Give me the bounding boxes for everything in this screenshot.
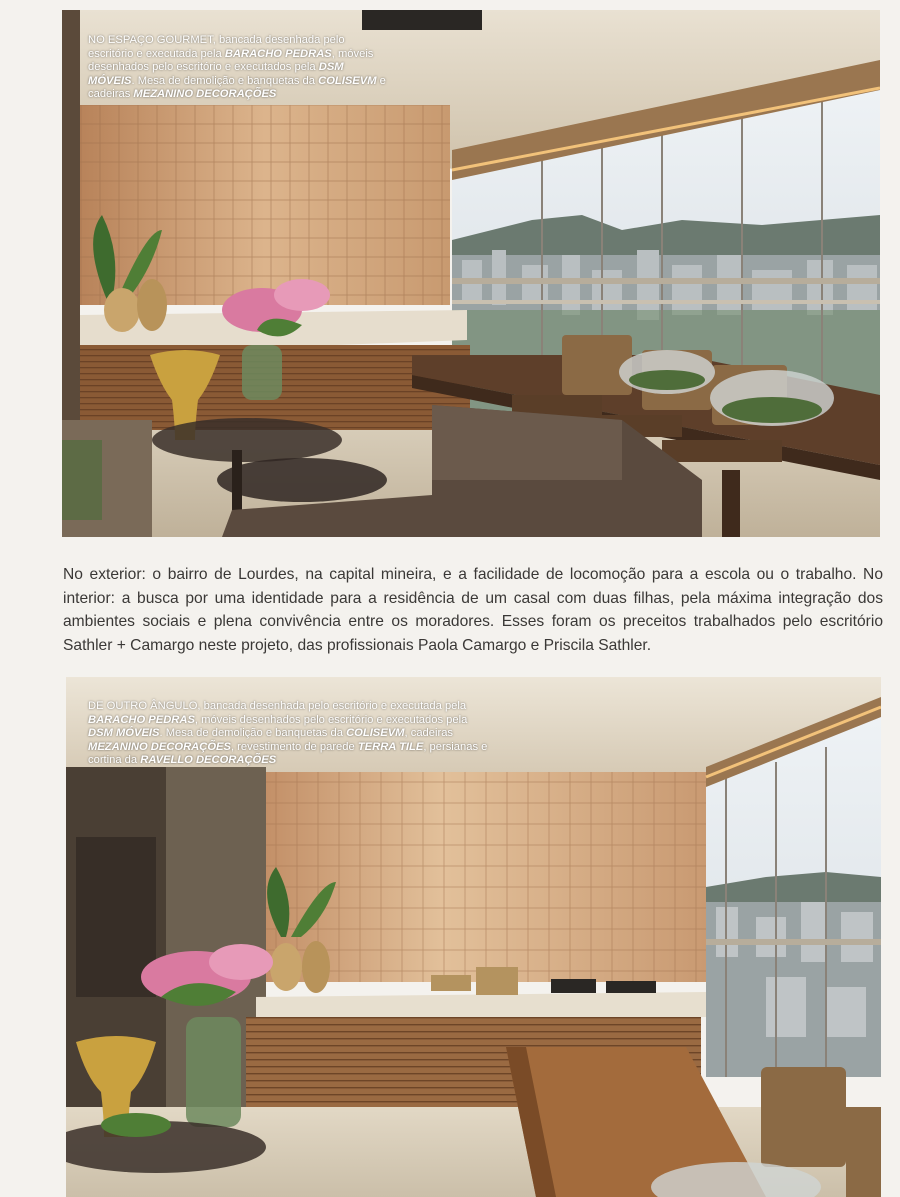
photo-caption-top xyxy=(88,34,388,102)
caption-text: , persianas e cortina da xyxy=(88,740,488,767)
caption-text: . Mesa de demolição e banquetas da xyxy=(131,74,319,87)
body-line: Sathler + Camargo neste projeto, das profissionais Paola Camargo e Priscila Sathler. xyxy=(63,636,652,654)
caption-text: , revestimento de parede xyxy=(230,740,358,753)
caption-brand: BARACHO PEDRAS xyxy=(88,713,195,726)
caption-brand: DSM MÓVEIS xyxy=(88,727,160,740)
caption-text: , bancada desenhada pelo escritório e executada pela xyxy=(88,34,345,60)
caption-brand: BARACHO PEDRAS xyxy=(224,47,332,60)
body-line: ambientes sociais e plena convivência entre os moradores. Esses foram os preceitos trabalhados pelo escritório xyxy=(63,613,883,631)
article-body xyxy=(63,563,883,657)
caption-text: , móveis desenhados pelo escritório e executados pela xyxy=(88,47,374,74)
caption-lead: DE OUTRO ÂNGULO xyxy=(88,700,198,712)
caption-brand: MEZANINO DECORAÇÕES xyxy=(88,740,231,753)
caption-text: e cadeiras xyxy=(88,74,386,101)
body-line: No exterior: o bairro de Lourdes, na capital mineira, e a facilidade de locomoção para a escola ou o trabalho. No xyxy=(63,566,883,583)
caption-brand: COLISEVM xyxy=(318,74,377,87)
caption-text: , cadeiras xyxy=(404,727,454,740)
caption-text: , bancada desenhada pelo escritório e executada pela xyxy=(197,700,467,712)
body-line: interior: a busca por uma identidade para a residência de um casal com duas filhas, pela máxima integração dos xyxy=(63,589,883,607)
caption-brand: RAVELLO DECORAÇÕES xyxy=(140,754,277,767)
caption-brand: TERRA TILE xyxy=(357,740,424,753)
caption-brand: DSM MÓVEIS xyxy=(88,61,344,87)
caption-brand: COLISEVM xyxy=(346,727,405,740)
caption-text: . Mesa de demolição e banquetas da xyxy=(159,727,347,740)
caption-text: , móveis desenhados pelo escritório e executados pela xyxy=(194,713,468,726)
caption-lead: NO ESPAÇO GOURMET xyxy=(88,34,213,46)
photo-caption-bottom xyxy=(88,700,488,768)
caption-brand: MEZANINO DECORAÇÕES xyxy=(133,88,277,101)
